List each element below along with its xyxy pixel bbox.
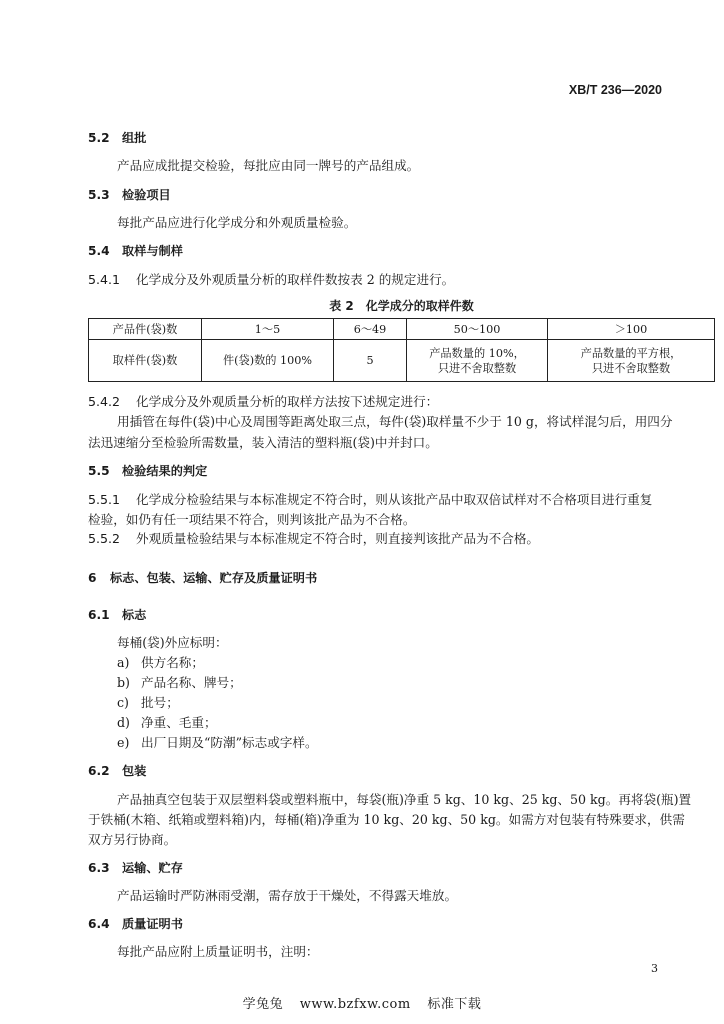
section-title: 质量证明书 — [122, 917, 183, 931]
list-marker: c) — [117, 695, 129, 710]
table-2-caption: 表 2 化学成分的取样件数 — [329, 299, 474, 313]
site-footer — [0, 993, 724, 1012]
chapter-6-heading — [88, 570, 317, 586]
section-6-3-heading — [88, 860, 183, 876]
section-number: 6.2 — [88, 764, 110, 778]
paragraph-line: 检验，如仍有任一项结果不符合，则判该批产品为不合格。 — [88, 512, 416, 527]
table-cell — [548, 340, 715, 382]
table-cell: ＞100 — [548, 319, 715, 340]
cell-line: 产品数量的平方根， — [580, 346, 682, 360]
footer-url[interactable]: www.bzfxw.com — [299, 997, 411, 1012]
list-item — [117, 695, 179, 711]
list-item — [117, 655, 204, 671]
clause-5-5-2 — [88, 531, 539, 547]
clause-number: 5.5.2 — [88, 531, 121, 546]
table-cell: 产品件(袋)数 — [89, 319, 202, 340]
list-item — [117, 715, 217, 731]
table-cell: 件(袋)数的 100% — [202, 340, 334, 382]
section-number: 5.5 — [88, 464, 110, 478]
clause-text: 外观质量检验结果与本标准规定不符合时，则直接判该批产品为不合格。 — [136, 531, 539, 546]
clause-text: 化学成分及外观质量分析的取样件数按表 2 的规定进行。 — [136, 272, 455, 287]
list-text: 出厂日期及“防潮”标志或字样。 — [141, 735, 318, 750]
clause-number: 5.4.2 — [88, 394, 121, 409]
section-number: 5.2 — [88, 131, 110, 145]
cell-line: 只进不舍取整数 — [591, 361, 671, 375]
cell-line: 产品数量的 10%， — [429, 346, 525, 360]
list-text: 供方名称； — [141, 655, 204, 670]
clause-text: 化学成分检验结果与本标准规定不符合时，则从该批产品中取双倍试样对不合格项目进行重复 — [136, 492, 653, 507]
clause-5-4-1 — [88, 272, 454, 288]
section-5-2-text: 产品应成批提交检验，每批应由同一牌号的产品组成。 — [117, 158, 420, 173]
paragraph-line: 产品抽真空包装于双层塑料袋或塑料瓶中，每袋(瓶)净重 5 kg、10 kg、25 kg、50 kg。再将袋(瓶)置 — [117, 792, 692, 807]
list-marker: e) — [117, 735, 130, 750]
section-6-4-text: 每批产品应附上质量证明书，注明： — [117, 944, 319, 959]
section-number: 5.4 — [88, 244, 110, 258]
footer-site-name: 学兔兔 — [242, 997, 284, 1012]
table-cell: 5 — [334, 340, 407, 382]
list-marker: a) — [117, 655, 130, 670]
section-6-1-heading — [88, 607, 146, 623]
table-cell: 1～5 — [202, 319, 334, 340]
list-text: 净重、毛重； — [141, 715, 217, 730]
clause-number: 5.5.1 — [88, 492, 121, 507]
sampling-table — [88, 318, 715, 382]
paragraph-line: 法迅速缩分至检验所需数量，装入清洁的塑料瓶(袋)中并封口。 — [88, 435, 438, 450]
list-text: 产品名称、牌号； — [141, 675, 242, 690]
section-title: 检验项目 — [122, 188, 171, 202]
list-item — [117, 675, 242, 691]
section-5-3-heading — [88, 187, 171, 203]
section-title: 运输、贮存 — [122, 861, 183, 875]
cell-line: 只进不舍取整数 — [437, 361, 517, 375]
section-number: 5.3 — [88, 188, 110, 202]
footer-tagline: 标准下载 — [427, 997, 482, 1012]
section-5-5-heading — [88, 463, 207, 479]
list-marker: b) — [117, 675, 130, 690]
table-cell — [407, 340, 548, 382]
marking-intro: 每桶(袋)外应标明： — [117, 635, 228, 650]
table-cell: 6～49 — [334, 319, 407, 340]
clause-5-5-1 — [88, 492, 652, 508]
section-number: 6.1 — [88, 608, 110, 622]
section-6-2-heading — [88, 763, 146, 779]
table-cell: 50～100 — [407, 319, 548, 340]
section-title: 包装 — [122, 764, 147, 778]
section-title: 标志 — [122, 608, 147, 622]
section-number: 6 — [88, 571, 97, 585]
list-text: 批号； — [141, 695, 179, 710]
clause-5-4-2 — [88, 394, 438, 410]
clause-number: 5.4.1 — [88, 272, 121, 287]
section-number: 6.4 — [88, 917, 110, 931]
section-5-3-text: 每批产品应进行化学成分和外观质量检验。 — [117, 215, 357, 230]
list-marker: d) — [117, 715, 130, 730]
clause-text: 化学成分及外观质量分析的取样方法按下述规定进行： — [136, 394, 439, 409]
paragraph-line: 用插管在每件(袋)中心及周围等距离处取三点，每件(袋)取样量不少于 10 g，将试样混匀后，用四分 — [117, 414, 673, 429]
table-cell: 取样件(袋)数 — [89, 340, 202, 382]
paragraph-line: 双方另行协商。 — [88, 832, 177, 847]
section-title: 组批 — [122, 131, 147, 145]
section-title: 检验结果的判定 — [122, 464, 208, 478]
list-item — [117, 735, 318, 751]
standard-code: XB/T 236—2020 — [568, 83, 662, 97]
page-number: 3 — [651, 962, 658, 975]
table-row — [89, 340, 715, 382]
table-row — [89, 319, 715, 340]
section-number: 6.3 — [88, 861, 110, 875]
section-6-3-text: 产品运输时严防淋雨受潮，需存放于干燥处，不得露天堆放。 — [117, 888, 458, 903]
paragraph-line: 于铁桶(木箱、纸箱或塑料箱)内，每桶(箱)净重为 10 kg、20 kg、50 kg。如需方对包装有特殊要求，供需 — [88, 812, 685, 827]
section-title: 标志、包装、运输、贮存及质量证明书 — [110, 571, 318, 585]
section-5-2-heading — [88, 130, 146, 146]
section-title: 取样与制样 — [122, 244, 183, 258]
section-6-4-heading — [88, 916, 183, 932]
section-5-4-heading — [88, 243, 183, 259]
